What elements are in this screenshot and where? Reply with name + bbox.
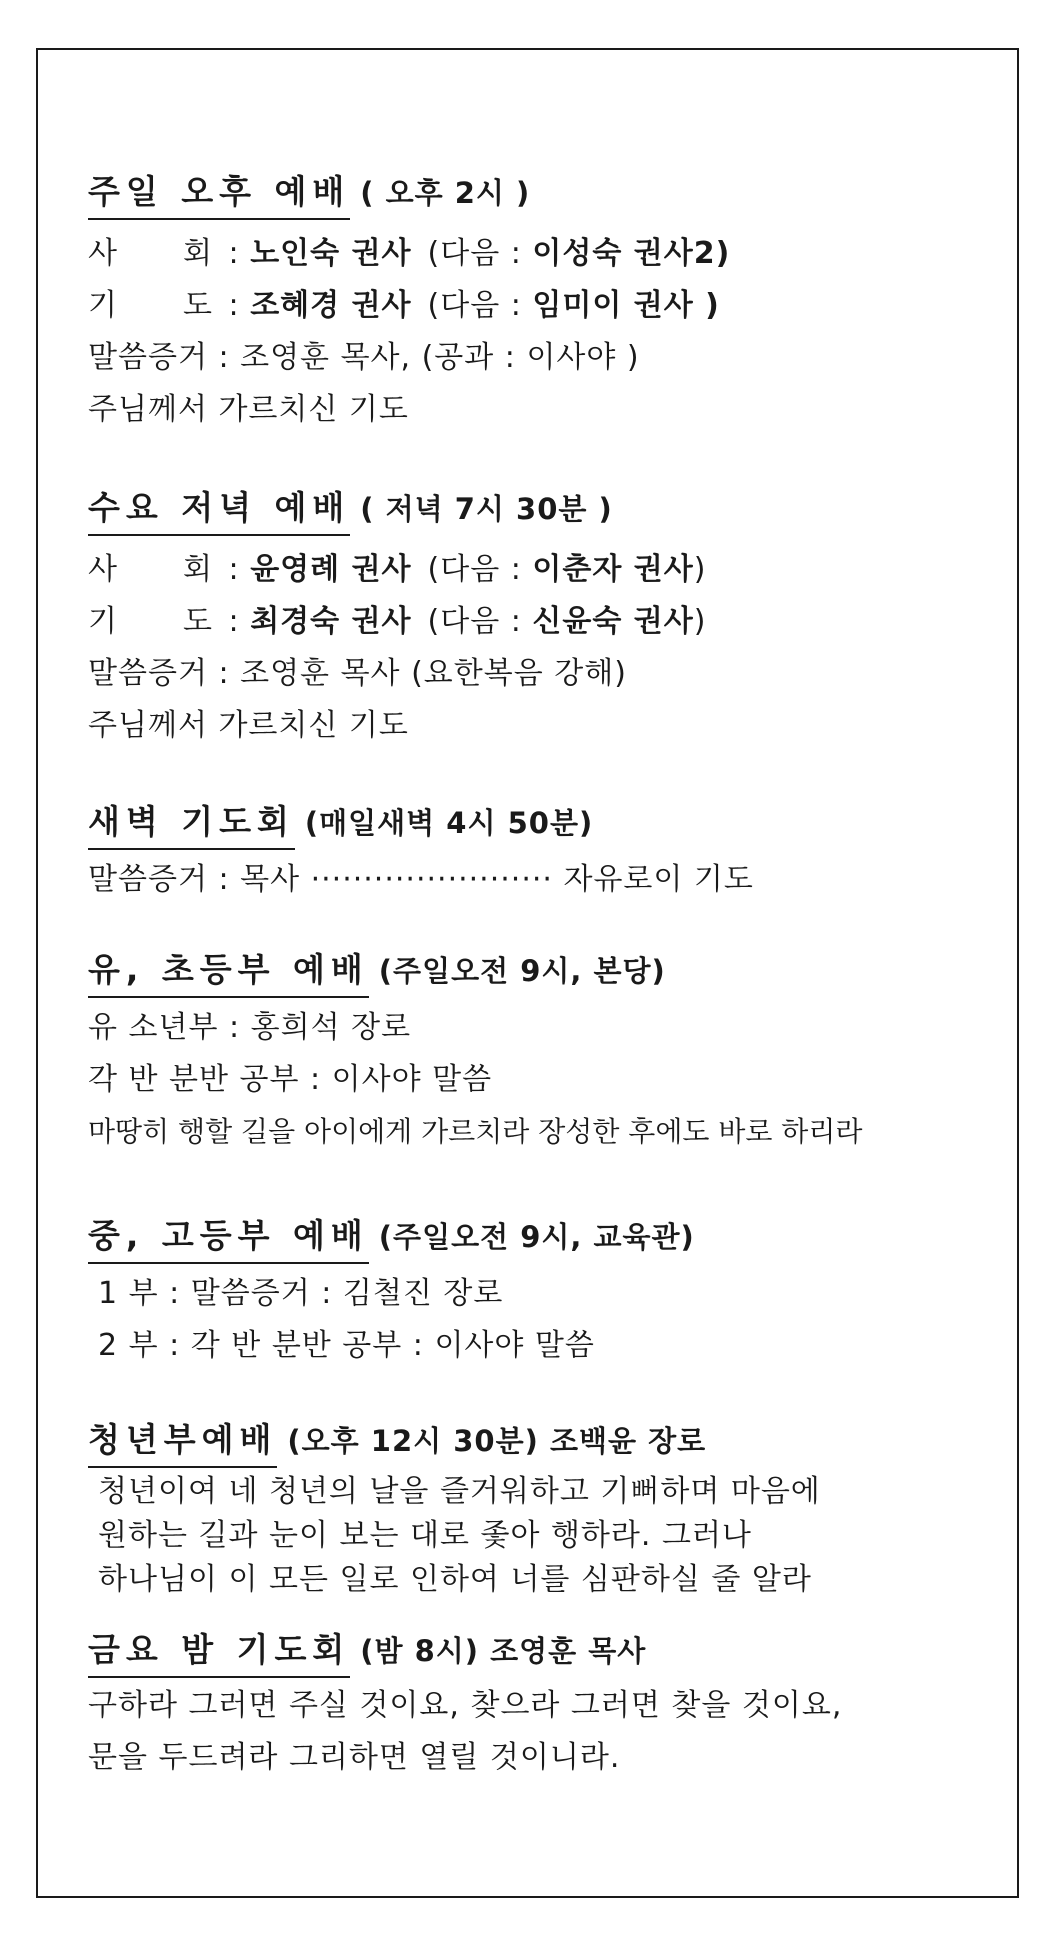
next-prefix: (다음 :	[427, 236, 533, 271]
sermon-line: 말씀증거 : 조영훈 목사, (공과 : 이사야 )	[88, 340, 640, 375]
section-secondary	[88, 1212, 1016, 1372]
section-time: ( 오후 2시 )	[360, 176, 531, 210]
label-char: 기	[88, 288, 117, 323]
label-char: 사	[88, 236, 117, 271]
study-line: 각 반 분반 공부 : 이사야 말씀	[88, 1062, 493, 1097]
verse-line: 마땅히 행할 길을 아이에게 가르치라 장성한 후에도 바로 하리라	[88, 1115, 863, 1148]
next-host-name: 이성숙 권사2)	[532, 236, 731, 271]
section-heading	[88, 798, 1016, 850]
verse-line: 원하는 길과 눈이 보는 대로 좇아 행하라. 그러나	[98, 1518, 752, 1553]
section-heading	[88, 1416, 1016, 1468]
section-heading	[88, 484, 1016, 536]
verse-line: 구하라 그러면 주실 것이요, 찾으라 그러면 찾을 것이요,	[88, 1688, 843, 1723]
host-line	[88, 544, 1016, 596]
next-host-name: 이춘자 권사	[532, 552, 694, 587]
section-elementary	[88, 946, 1016, 1158]
section-heading	[88, 946, 1016, 998]
next-prefix: (다음 :	[427, 288, 533, 323]
prayer-line	[88, 596, 1016, 648]
section-heading	[88, 1212, 1016, 1264]
section-dawn-prayer	[88, 798, 1016, 906]
host-name: 노인숙 권사	[250, 236, 412, 271]
label-char: 도	[183, 604, 212, 639]
next-prayer-name: 임미이 권사 )	[532, 288, 720, 323]
section-title: 금요 밤 기도회	[88, 1626, 350, 1678]
label-char: 회	[183, 552, 212, 587]
verse-line: 청년이여 네 청년의 날을 즐거워하고 기뻐하며 마음에	[98, 1474, 821, 1509]
next-suffix: )	[693, 604, 707, 639]
verse-line: 문을 두드려라 그리하면 열릴 것이니라.	[88, 1740, 621, 1775]
section-time: (밤 8시) 조영훈 목사	[360, 1634, 647, 1668]
section-sunday-afternoon	[88, 168, 1016, 436]
next-suffix: )	[693, 552, 707, 587]
section-time: (주일오전 9시, 본당)	[378, 954, 666, 988]
next-prefix: (다음 :	[427, 604, 533, 639]
section-title: 청년부예배	[88, 1416, 277, 1468]
prayer-topic-line: 주님께서 가르치신 기도	[88, 392, 409, 427]
section-youth	[88, 1416, 1016, 1602]
section-title: 새벽 기도회	[88, 798, 295, 850]
host-name: 윤영례 권사	[250, 552, 412, 587]
prayer-name: 최경숙 권사	[250, 604, 412, 639]
section-time: (오후 12시 30분) 조백윤 장로	[287, 1424, 707, 1458]
prayer-topic-line: 주님께서 가르치신 기도	[88, 708, 409, 743]
prayer-line	[88, 280, 1016, 332]
next-prefix: (다음 :	[427, 552, 533, 587]
section-title: 수요 저녁 예배	[88, 484, 350, 536]
section-time: (주일오전 9시, 교육관)	[378, 1220, 695, 1254]
section-time: ( 저녁 7시 30분 )	[360, 492, 613, 526]
label-char: 도	[183, 288, 212, 323]
verse-line: 하나님이 이 모든 일로 인하여 너를 심판하실 줄 알라	[98, 1562, 812, 1597]
sermon-line: 말씀증거 : 목사 ······················· 자유로이 기도	[88, 862, 754, 897]
section-friday-night	[88, 1626, 1016, 1784]
section-title: 주일 오후 예배	[88, 168, 350, 220]
host-line	[88, 228, 1016, 280]
section-title: 유, 초등부 예배	[88, 946, 369, 998]
section-time: (매일새벽 4시 50분)	[304, 806, 594, 840]
separator: :	[218, 236, 251, 271]
separator: :	[218, 604, 251, 639]
label-char: 회	[183, 236, 212, 271]
section-heading	[88, 1626, 1016, 1678]
section-wednesday-evening	[88, 484, 1016, 752]
leader-line: 유 소년부 : 홍희석 장로	[88, 1010, 412, 1045]
section-title: 중, 고등부 예배	[88, 1212, 369, 1264]
sermon-line: 말씀증거 : 조영훈 목사 (요한복음 강해)	[88, 656, 627, 691]
separator: :	[218, 552, 251, 587]
part1-line: 1 부 : 말씀증거 : 김철진 장로	[98, 1276, 504, 1311]
separator: :	[218, 288, 251, 323]
label-char: 기	[88, 604, 117, 639]
prayer-name: 조혜경 권사	[250, 288, 412, 323]
label-char: 사	[88, 552, 117, 587]
next-prayer-name: 신윤숙 권사	[532, 604, 694, 639]
part2-line: 2 부 : 각 반 분반 공부 : 이사야 말씀	[98, 1328, 595, 1363]
section-heading	[88, 168, 1016, 220]
